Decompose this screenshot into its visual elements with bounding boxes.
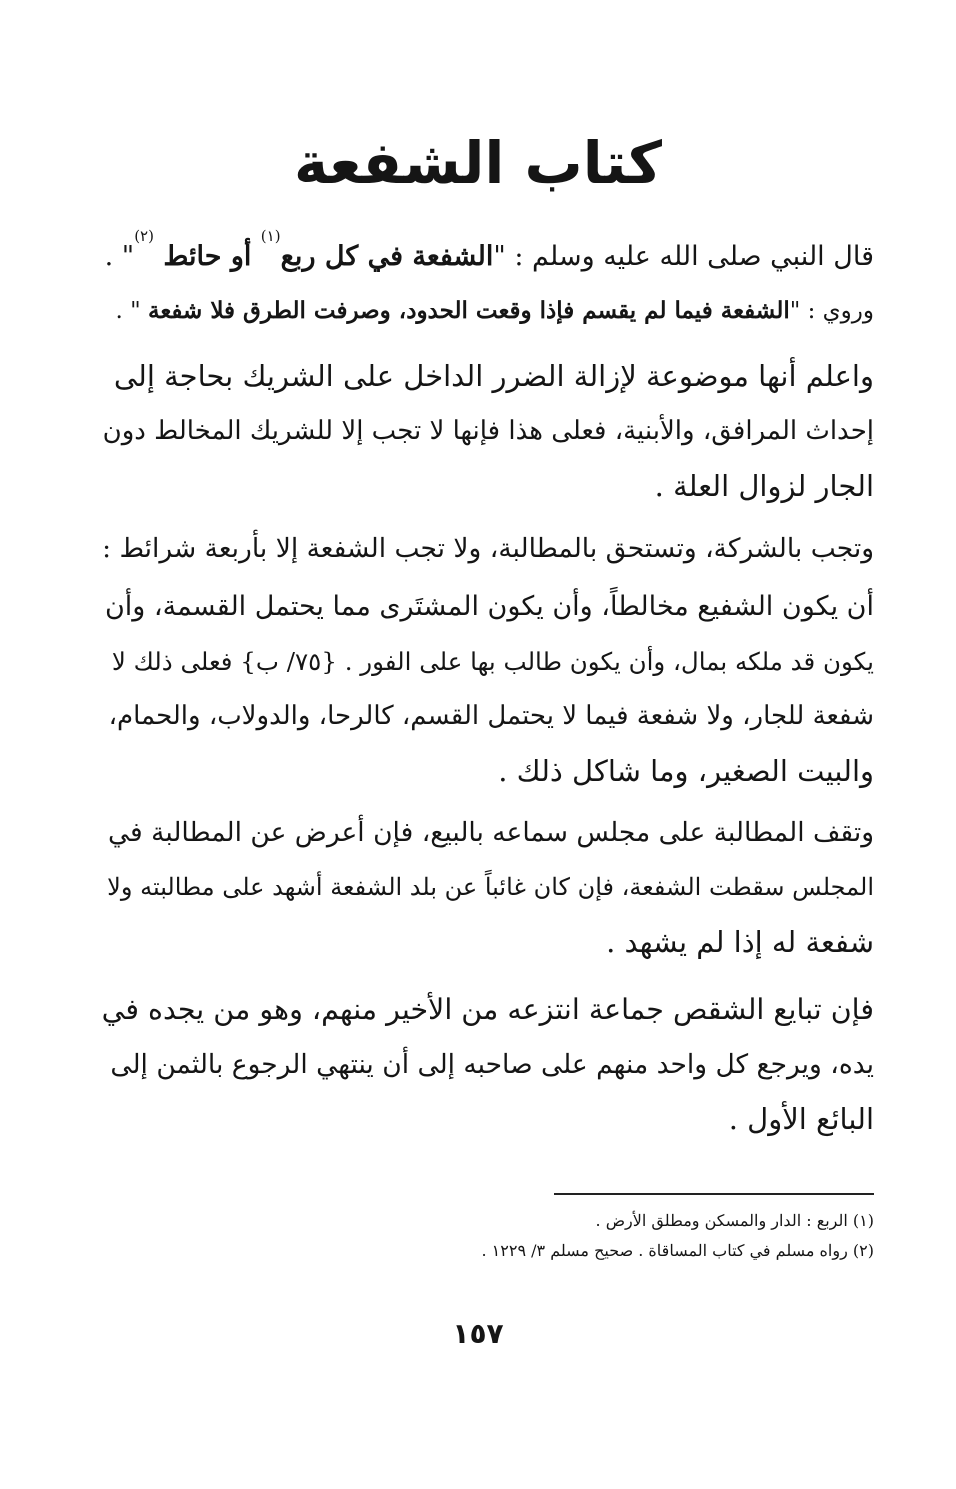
hadith-end: " . (104, 241, 135, 272)
text-line: شفعة للجار، ولا شفعة فيما لا يحتمل القسم، كالرحا، والدولاب، والحمام، (108, 701, 874, 731)
hadith-end: " . (115, 298, 148, 324)
hadith-lead: وروي : " (789, 298, 874, 324)
footnote-ref-2: (٢) (134, 229, 154, 245)
paragraph-conditions (102, 579, 874, 799)
page-number: ١٥٧ (452, 1317, 504, 1350)
chapter-title: كتاب الشفعة (294, 129, 662, 197)
text-line: واعلم أنها موضوعة لإزالة الضرر الداخل على الشريك بحاجة إلى (113, 359, 874, 393)
paragraph-purpose (102, 349, 874, 514)
hadith-lead: قال النبي صلى الله عليه وسلم : " (493, 241, 874, 272)
text-line: شفعة له إذا لم يشهد . (606, 925, 874, 959)
footnotes (314, 1206, 874, 1266)
hadith-quote: الشفعة في كل ربع (280, 241, 494, 272)
text-line: وتجب بالشركة، وتستحق بالمطالبة، ولا تجب الشفعة إلا بأربعة شرائط : (102, 533, 874, 564)
footnote-divider (554, 1193, 874, 1195)
footnote-ref-1: (١) (260, 229, 281, 245)
hadith-quote-cont: أو حائط (153, 241, 261, 272)
text-line (102, 283, 874, 339)
text-line: أن يكون الشفيع مخالطاً، وأن يكون المشتَرى مما يحتمل القسمة، وأن (104, 591, 874, 622)
text-line: البائع الأول . (728, 1102, 874, 1136)
footnote-2: (٢) رواه مسلم في كتاب المساقاة . صحيح مسلم ٣/ ١٢٢٩ . (481, 1241, 874, 1260)
text-line (102, 229, 874, 284)
hadith-paragraph-1 (102, 229, 874, 284)
text-line: يده، ويرجع كل واحد منهم على صاحبه إلى أن ينتهي الرجوع بالثمن إلى (110, 1049, 874, 1080)
text-line: والبيت الصغير، وما شاكل ذلك . (498, 754, 874, 788)
text-line: إحداث المرافق، والأبنية، فعلى هذا فإنها لا تجب إلا للشريك المخالط دون (102, 416, 874, 446)
paragraph-successive-sales (102, 982, 874, 1147)
hadith-quote: الشفعة فيما لم يقسم فإذا وقعت الحدود، وصرفت الطرق فلا شفعة (147, 297, 790, 324)
footnote-1: (١) الربع : الدار والمسكن ومطلق الأرض . (595, 1211, 874, 1230)
hadith-paragraph-2 (102, 283, 874, 339)
text-line: المجلس سقطت الشفعة، فإن كان غائباً عن بلد الشفعة أشهد على مطالبته ولا (107, 873, 874, 901)
paragraph-conditions-intro (102, 521, 874, 576)
text-line: وتقف المطالبة على مجلس سماعه بالبيع، فإن أعرض عن المطالبة في (107, 817, 874, 848)
text-line: يكون قد ملكه بمال، وأن يكون طالب بها على الفور . {٧٥/ ب} فعلى ذلك لا (111, 647, 874, 676)
text-line: الجار لزوال العلة . (654, 469, 874, 503)
paragraph-claim (102, 805, 874, 970)
text-line: فإن تبايع الشقص جماعة انتزعه من الأخير منهم، وهو من يجده في (102, 993, 874, 1026)
